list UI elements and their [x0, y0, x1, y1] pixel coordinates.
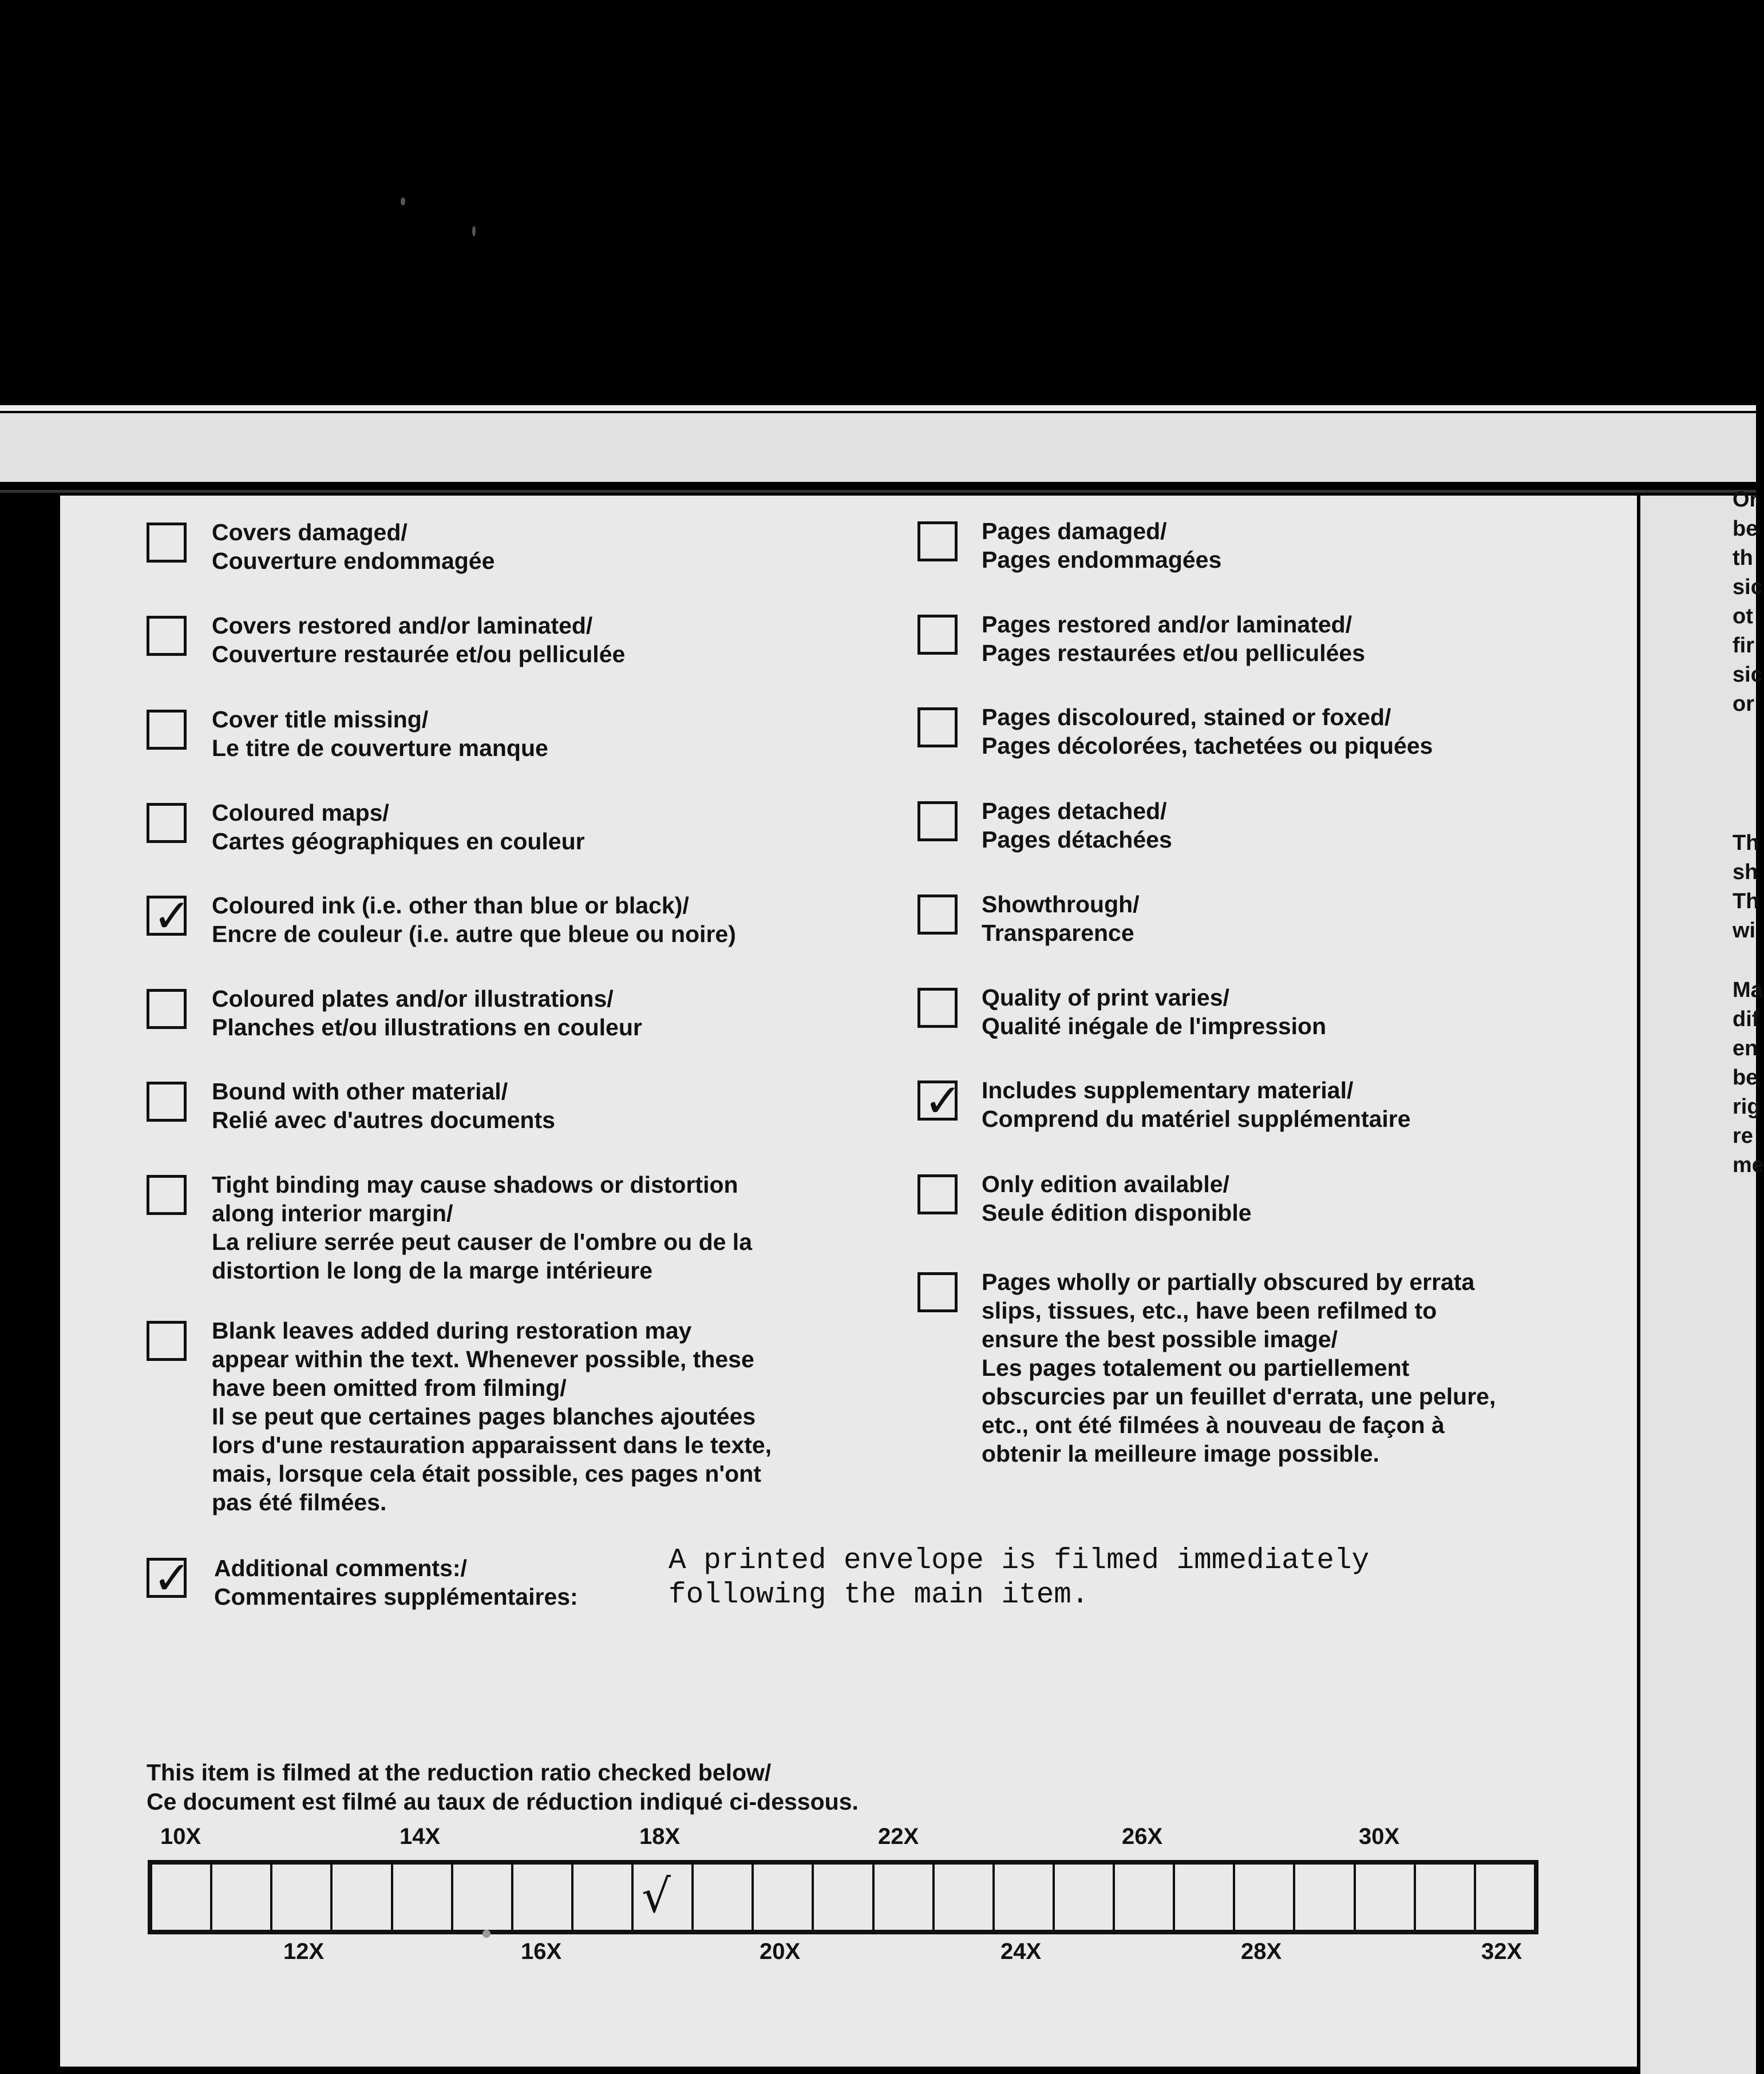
check-mark-icon: √ [642, 1870, 671, 1923]
right-item-checkbox[interactable] [917, 615, 958, 655]
scale-cell[interactable] [814, 1865, 874, 1930]
scale-label-bottom: 28X [1241, 1939, 1282, 1964]
scale-cell[interactable] [1115, 1865, 1175, 1930]
scale-cell[interactable] [272, 1865, 333, 1930]
caption-fr: Ce document est filmé au taux de réduction indiqué ci-dessous. [147, 1788, 859, 1815]
caption-en: This item is filmed at the reduction ratio checked below/ [147, 1759, 772, 1786]
scan-band-line [0, 490, 1756, 493]
adjacent-page-fragment: Or be th sic ot fir sic or [1733, 488, 1763, 716]
right-item-checkbox[interactable] [917, 1174, 958, 1214]
scale-label-top: 22X [878, 1824, 919, 1849]
check-mark-icon: ✓ [924, 1074, 963, 1127]
left-item-label: Coloured ink (i.e. other than blue or black)/ Encre de couleur (i.e. autre que bleue ou noire) [212, 892, 736, 947]
scale-label-bottom: 16X [521, 1939, 562, 1964]
scale-cell[interactable] [513, 1865, 574, 1930]
scale-cell[interactable] [1055, 1865, 1115, 1930]
check-mark-icon: ✓ [153, 889, 192, 943]
right-item-label: Includes supplementary material/ Comprend du matériel supplémentaire [982, 1077, 1411, 1132]
scan-band [0, 413, 1756, 482]
scale-label-bottom: 20X [760, 1939, 801, 1964]
right-item-checkbox[interactable] [917, 1074, 963, 1127]
left-item-label: Covers damaged/ Couverture endommagée [212, 519, 495, 574]
left-item-label: Covers restored and/or laminated/ Couverture restaurée et/ou pelliculée [212, 612, 626, 667]
scale-cell[interactable] [333, 1865, 393, 1930]
left-item-checkbox[interactable] [147, 616, 187, 656]
right-item-label: Quality of print varies/ Qualité inégale de l'impression [982, 984, 1327, 1039]
left-item-checkbox[interactable] [147, 989, 187, 1029]
left-item-checkbox[interactable] [147, 1321, 187, 1361]
scale-cell[interactable] [1295, 1865, 1355, 1930]
left-item-checkbox[interactable] [147, 1082, 187, 1122]
scale-label-top: 10X [160, 1824, 201, 1849]
scale-label-top: 30X [1359, 1824, 1400, 1849]
dust-speck [401, 197, 405, 205]
scale-label-bottom: 24X [1000, 1939, 1042, 1964]
scale-cell[interactable] [995, 1865, 1055, 1930]
right-item-checkbox[interactable] [917, 707, 958, 747]
left-item-label: Coloured maps/ Cartes géographiques en couleur [212, 799, 585, 854]
reduction-ratio-scale [148, 1860, 1538, 1934]
scale-label-top: 18X [639, 1824, 681, 1849]
right-item-label: Pages wholly or partially obscured by errata slips, tissues, etc., have been refilmed to ensure the best possible image/ Les pages totalement ou partiellement obscurcies par un feuillet d'errata, une pelure, etc., ont été filmées à nouveau de façon à obtenir la meilleure image possible. [982, 1269, 1496, 1467]
scale-label-bottom: 32X [1481, 1939, 1522, 1964]
scale-label-top: 14X [400, 1824, 441, 1849]
scale-cell[interactable] [1416, 1865, 1476, 1930]
left-item-label: Blank leaves added during restoration may appear within the text. Whenever possible, these have been omitted from filming/ Il se peut que certaines pages blanches ajoutées lors d'une restauration apparaissent dans le texte, mais, lorsque cela était possible, ces pages n'ont pas été filmées. [212, 1317, 772, 1515]
adjacent-page-fragment: Th sh Th wi [1733, 831, 1759, 943]
right-item-label: Pages detached/ Pages détachées [982, 798, 1172, 853]
scale-cell[interactable] [875, 1865, 935, 1930]
label-fr: Commentaires supplémentaires: [214, 1584, 578, 1610]
right-item-label: Showthrough/ Transparence [982, 891, 1140, 946]
scale-cell[interactable] [152, 1865, 212, 1930]
left-item-checkbox[interactable] [147, 803, 187, 843]
scale-cell[interactable] [634, 1865, 694, 1930]
additional-comments-label [214, 1554, 578, 1611]
left-item-checkbox[interactable] [147, 523, 187, 563]
additional-comments-checkbox[interactable] [147, 1551, 192, 1605]
additional-comments-text: A printed envelope is filmed immediately following the main item. [669, 1545, 1370, 1612]
reduction-ratio-caption [147, 1758, 859, 1816]
adjacent-page-fragment: Ma dif en be rig re me [1733, 978, 1764, 1177]
right-item-checkbox[interactable] [917, 894, 958, 935]
scale-cell[interactable] [1235, 1865, 1295, 1930]
scale-cell[interactable] [694, 1865, 754, 1930]
left-item-checkbox[interactable] [147, 710, 187, 750]
right-item-label: Pages restored and/or laminated/ Pages restaurées et/ou pelliculées [982, 611, 1365, 666]
right-item-label: Pages discoloured, stained or foxed/ Pages décolorées, tachetées ou piquées [982, 704, 1433, 759]
scale-cell[interactable] [1476, 1865, 1534, 1930]
adjacent-page [1640, 496, 1756, 2074]
left-item-checkbox[interactable] [147, 1175, 187, 1215]
scale-cell[interactable] [1356, 1865, 1416, 1930]
right-item-checkbox[interactable] [917, 521, 958, 561]
right-item-checkbox[interactable] [917, 988, 958, 1028]
left-item-label: Tight binding may cause shadows or distortion along interior margin/ La reliure serrée peut causer de l'ombre ou de la distortion le long de la marge intérieure [212, 1171, 753, 1284]
left-item-label: Cover title missing/ Le titre de couverture manque [212, 706, 548, 761]
scale-cell[interactable] [1175, 1865, 1235, 1930]
scale-cell[interactable] [453, 1865, 513, 1930]
left-item-checkbox[interactable] [147, 889, 192, 943]
right-item-checkbox[interactable] [917, 801, 958, 841]
scale-cell[interactable] [754, 1865, 814, 1930]
scale-cell[interactable] [212, 1865, 272, 1930]
dust-speck [482, 1930, 491, 1938]
right-item-checkbox[interactable] [917, 1272, 958, 1312]
label-en: Additional comments:/ [214, 1555, 467, 1581]
scale-label-top: 26X [1122, 1824, 1163, 1849]
scale-cell[interactable] [935, 1865, 995, 1930]
dust-speck [472, 226, 476, 236]
check-mark-icon: ✓ [153, 1551, 192, 1605]
scale-cell[interactable] [393, 1865, 453, 1930]
scale-cell[interactable] [574, 1865, 634, 1930]
left-item-label: Coloured plates and/or illustrations/ Planches et/ou illustrations en couleur [212, 985, 642, 1040]
scan-band-top [0, 405, 1756, 411]
right-item-label: Only edition available/ Seule édition disponible [982, 1171, 1252, 1226]
scale-label-bottom: 12X [283, 1939, 325, 1964]
right-item-label: Pages damaged/ Pages endommagées [982, 518, 1222, 573]
left-item-label: Bound with other material/ Relié avec d'autres documents [212, 1078, 555, 1133]
